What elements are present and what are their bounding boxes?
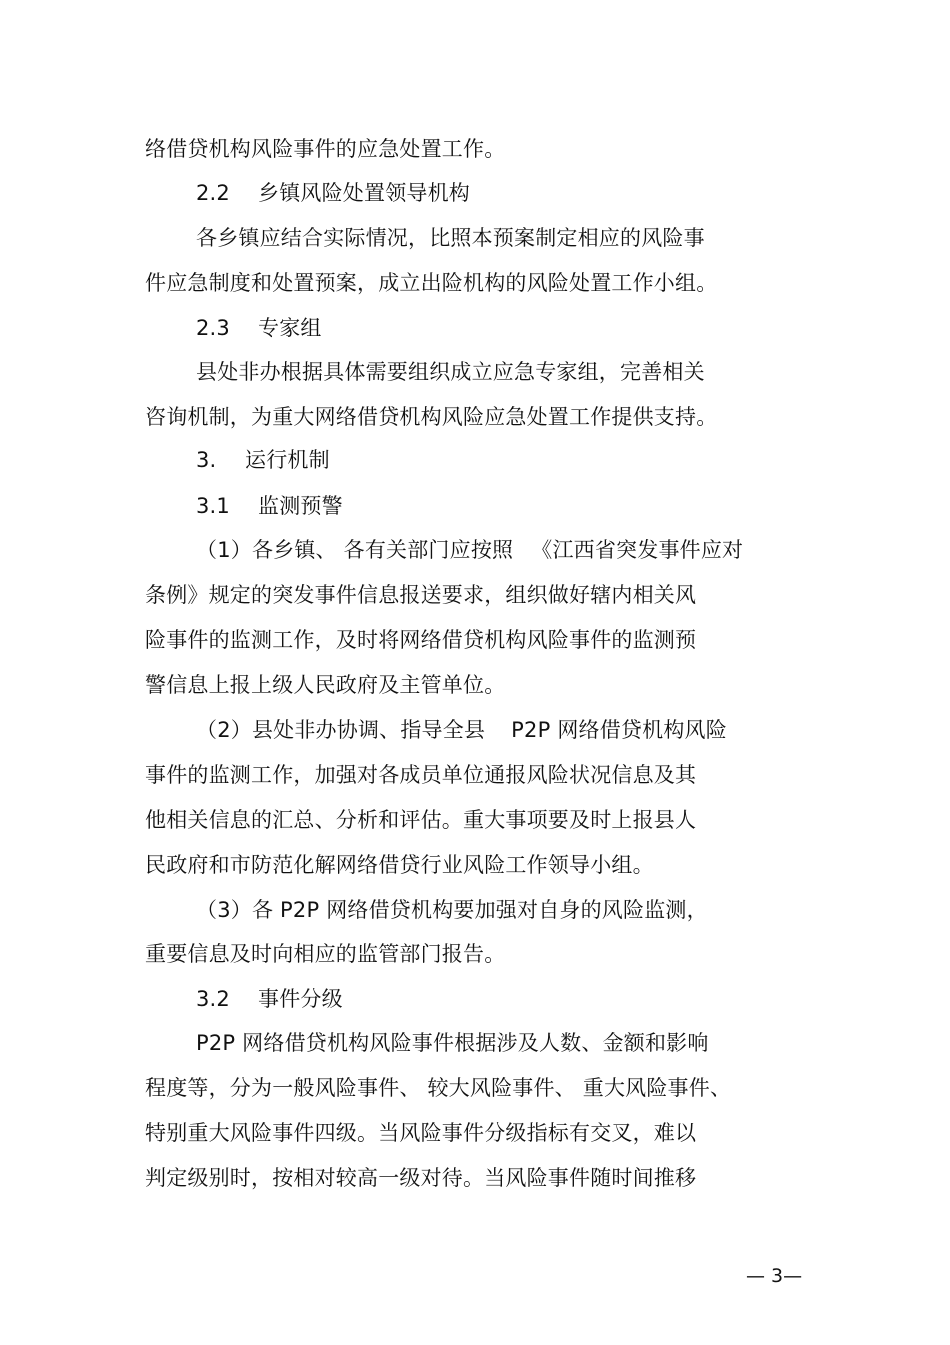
section-number: 3.2 (196, 987, 230, 1011)
section-heading-2-3 (196, 311, 322, 345)
section-heading-3 (196, 443, 330, 477)
section-number: 3.1 (196, 494, 230, 518)
body-line: （3）各 P2P 网络借贷机构要加强对自身的风险监测， (196, 898, 708, 922)
section-number: 2.3 (196, 316, 230, 340)
body-line: 他相关信息的汇总、分析和评估。重大事项要及时上报县人 (145, 808, 697, 832)
body-line: 县处非办根据具体需要组织成立应急专家组，完善相关 (196, 360, 705, 384)
section-heading-3-1 (196, 489, 343, 523)
section-title: 事件分级 (258, 987, 343, 1011)
text-run: P2P 网络借贷机构风险 (511, 718, 727, 742)
text-run: （2）县处非办协调、指导全县 (196, 718, 486, 742)
section-title: 运行机制 (245, 448, 330, 472)
body-line: 事件的监测工作，加强对各成员单位通报风险状况信息及其 (145, 763, 697, 787)
body-line: 重要信息及时向相应的监管部门报告。 (145, 942, 506, 966)
section-heading-3-2 (196, 982, 343, 1016)
body-line: 民政府和市防范化解网络借贷行业风险工作领导小组。 (145, 853, 654, 877)
page-number: — 3— (746, 1265, 803, 1287)
body-line: 件应急制度和处置预案，成立出险机构的风险处置工作小组。 (145, 271, 718, 295)
body-line: 警信息上报上级人民政府及主管单位。 (145, 673, 506, 697)
body-line: 络借贷机构风险事件的应急处置工作。 (145, 137, 506, 161)
body-line: 咨询机制，为重大网络借贷机构风险应急处置工作提供支持。 (145, 405, 718, 429)
body-line (196, 713, 727, 747)
section-title: 监测预警 (258, 494, 343, 518)
section-heading-2-2 (196, 176, 470, 210)
body-line: 险事件的监测工作，及时将网络借贷机构风险事件的监测预 (145, 628, 697, 652)
body-line: P2P 网络借贷机构风险事件根据涉及人数、金额和影响 (196, 1031, 709, 1055)
section-title: 专家组 (258, 316, 322, 340)
body-line: 各乡镇应结合实际情况，比照本预案制定相应的风险事 (196, 226, 705, 250)
body-line: 判定级别时，按相对较高一级对待。当风险事件随时间推移 (145, 1166, 697, 1190)
body-line: 条例》规定的突发事件信息报送要求，组织做好辖内相关风 (145, 583, 697, 607)
section-title: 乡镇风险处置领导机构 (258, 181, 470, 205)
body-line (196, 533, 743, 567)
body-line: 程度等，分为一般风险事件、 较大风险事件、 重大风险事件、 (145, 1076, 732, 1100)
text-run: （1）各乡镇、 各有关部门应按照 (196, 538, 514, 562)
section-number: 2.2 (196, 181, 230, 205)
text-run: 《江西省突发事件应对 (531, 538, 744, 562)
body-line: 特别重大风险事件四级。当风险事件分级指标有交叉，难以 (145, 1121, 697, 1145)
section-number: 3. (196, 448, 217, 472)
